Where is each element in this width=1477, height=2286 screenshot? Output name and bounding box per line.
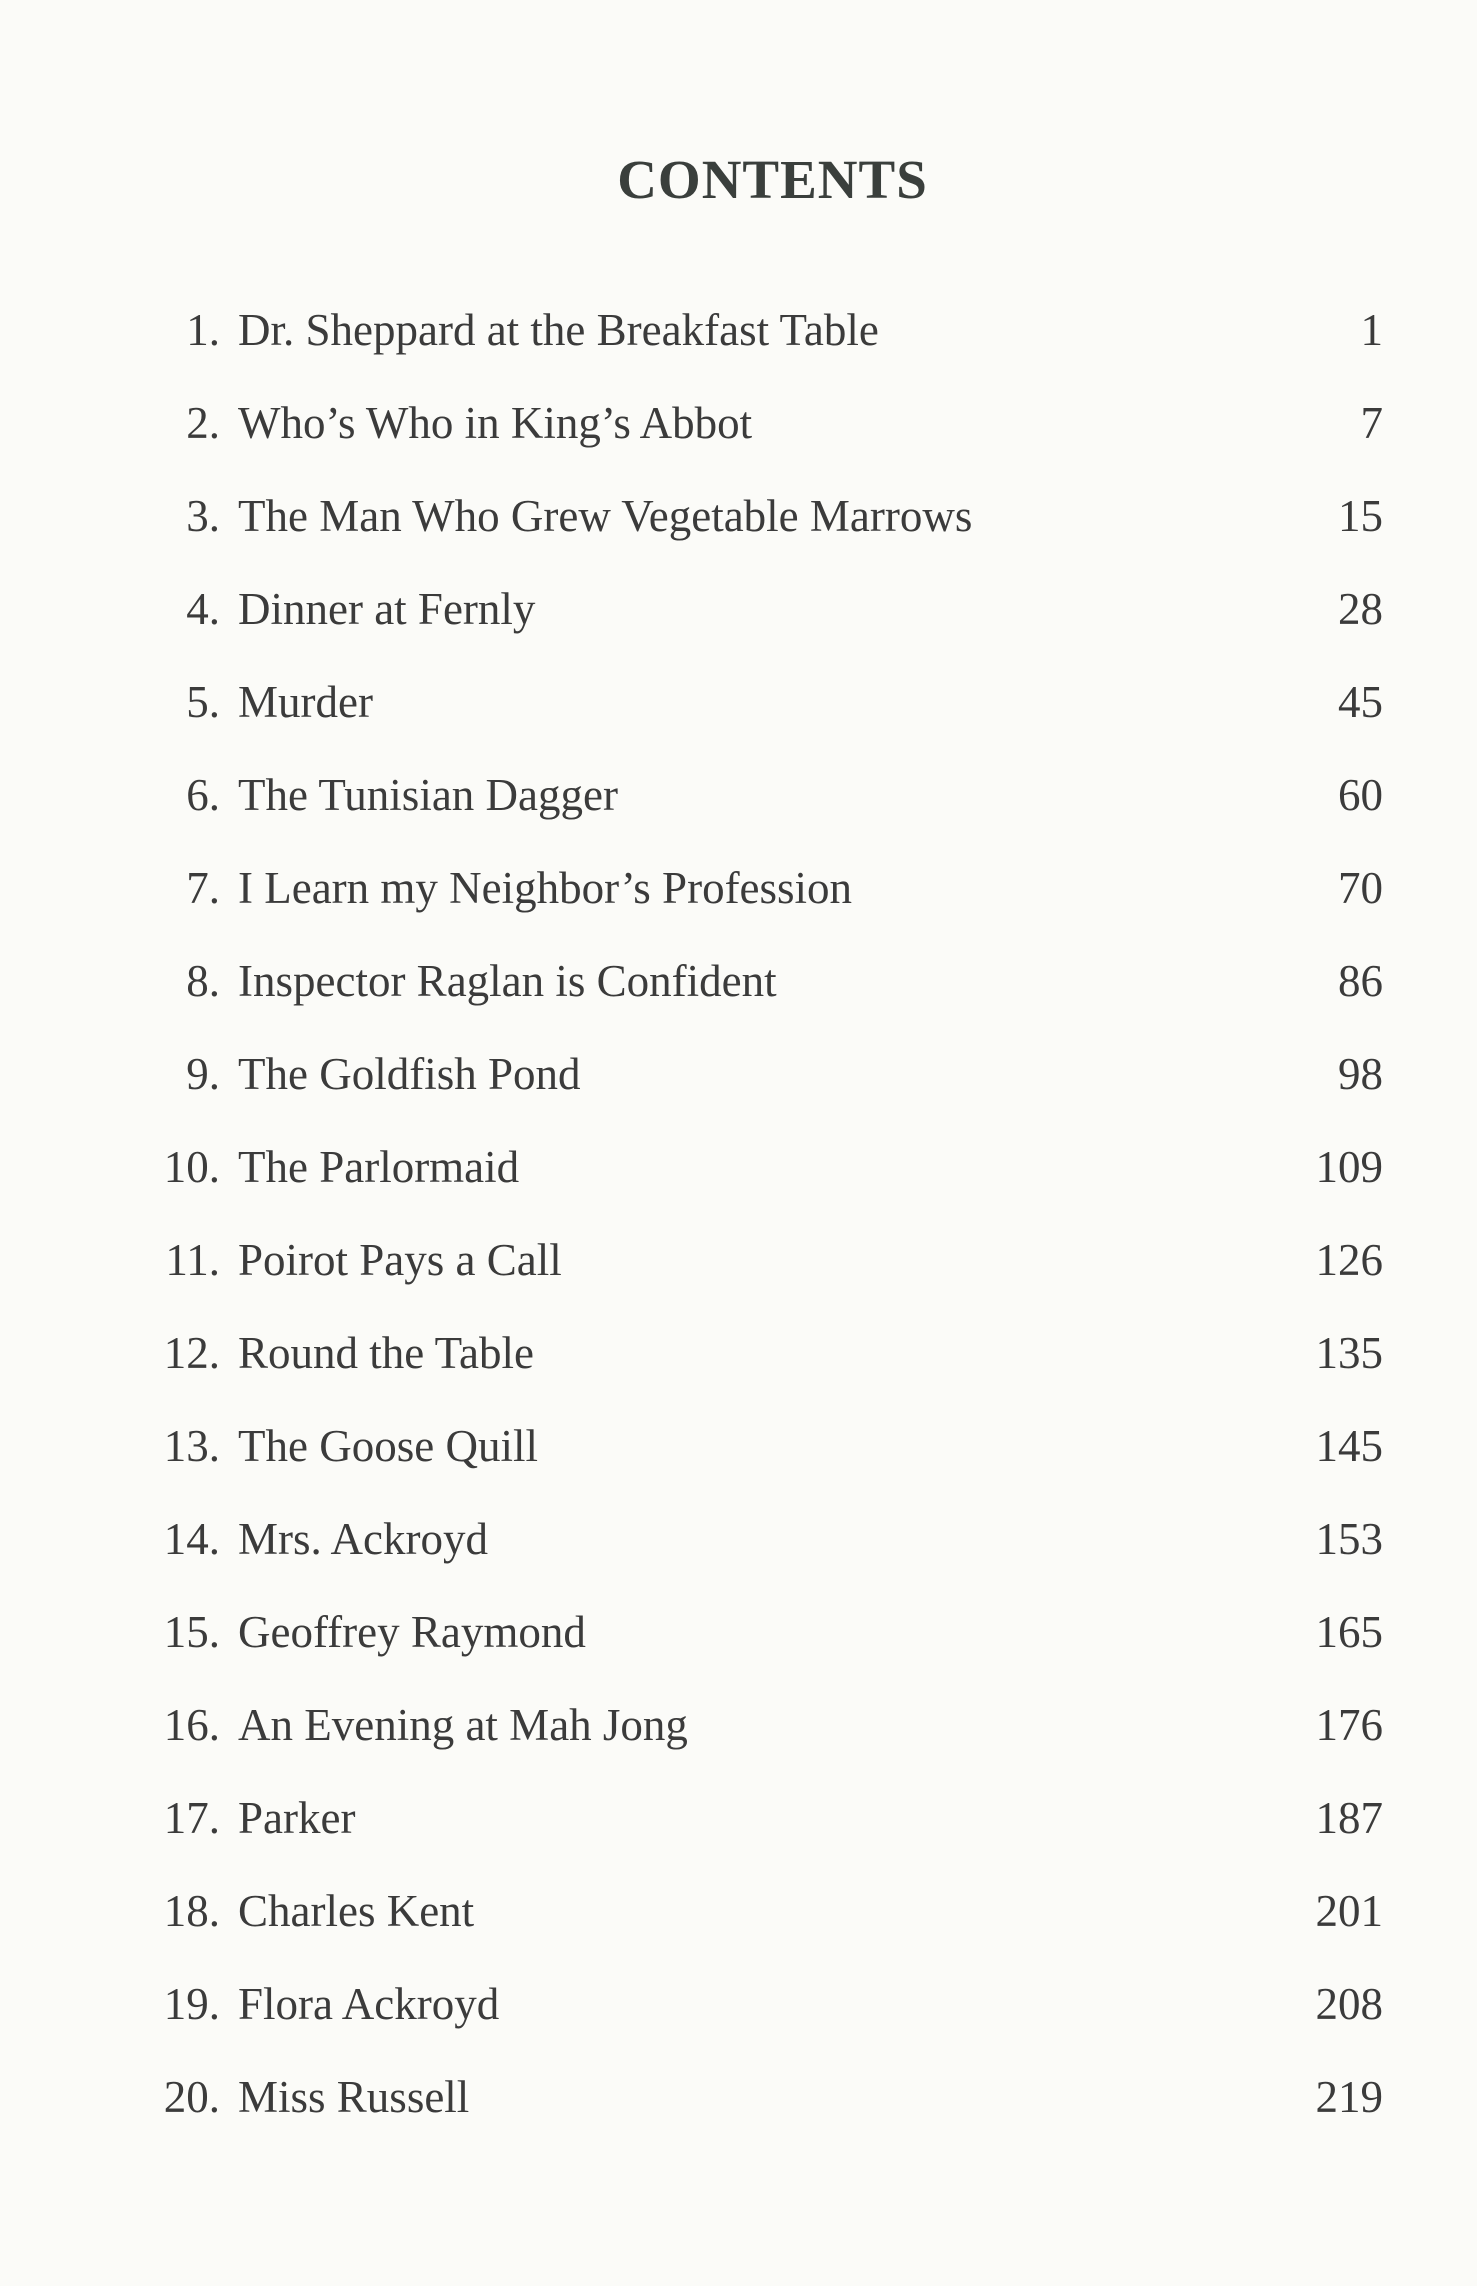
toc-entry xyxy=(0,1695,1477,1755)
chapter-number: 18. xyxy=(163,1886,220,1936)
chapter-title: The Goose Quill xyxy=(238,1421,538,1471)
chapter-title: Parker xyxy=(238,1793,356,1843)
page-number: 201 xyxy=(1315,1886,1383,1936)
page-number: 187 xyxy=(1315,1793,1383,1843)
toc-entry xyxy=(0,1416,1477,1476)
page-number: 86 xyxy=(1338,956,1383,1006)
chapter-number: 5. xyxy=(186,677,220,727)
page-number: 176 xyxy=(1315,1700,1383,1750)
page-title: CONTENTS xyxy=(617,149,928,210)
chapter-number: 2. xyxy=(186,398,220,448)
chapter-title: The Goldfish Pond xyxy=(238,1049,581,1099)
chapter-title: Murder xyxy=(238,677,373,727)
page-number: 208 xyxy=(1315,1979,1383,2029)
toc-entry xyxy=(0,1602,1477,1662)
chapter-title: Miss Russell xyxy=(238,2072,470,2122)
page-number: 165 xyxy=(1315,1607,1383,1657)
toc-entry xyxy=(0,858,1477,918)
toc-entry xyxy=(0,1137,1477,1197)
chapter-number: 9. xyxy=(186,1049,220,1099)
chapter-number: 15. xyxy=(163,1607,220,1657)
page-number: 7 xyxy=(1360,398,1383,448)
chapter-number: 19. xyxy=(163,1979,220,2029)
chapter-number: 17. xyxy=(163,1793,220,1843)
page-number: 126 xyxy=(1315,1235,1383,1285)
chapter-title: Mrs. Ackroyd xyxy=(238,1514,488,1564)
toc-entry xyxy=(0,1044,1477,1104)
toc-entry xyxy=(0,1230,1477,1290)
page-number: 145 xyxy=(1315,1421,1383,1471)
chapter-title: Geoffrey Raymond xyxy=(238,1607,586,1657)
toc-entry xyxy=(0,579,1477,639)
page-number: 70 xyxy=(1338,863,1383,913)
chapter-number: 16. xyxy=(163,1700,220,1750)
chapter-title: Dr. Sheppard at the Breakfast Table xyxy=(238,305,879,355)
toc-entry xyxy=(0,1509,1477,1569)
chapter-title: I Learn my Neighbor’s Profession xyxy=(238,863,853,913)
chapter-title: Poirot Pays a Call xyxy=(238,1235,562,1285)
page-number: 219 xyxy=(1315,2072,1383,2122)
chapter-number: 12. xyxy=(163,1328,220,1378)
chapter-title: Dinner at Fernly xyxy=(238,584,536,634)
chapter-title: Round the Table xyxy=(238,1328,534,1378)
page-number: 45 xyxy=(1338,677,1383,727)
chapter-number: 20. xyxy=(163,2072,220,2122)
chapter-title: An Evening at Mah Jong xyxy=(238,1700,688,1750)
chapter-title: Charles Kent xyxy=(238,1886,475,1936)
page-number: 60 xyxy=(1338,770,1383,820)
toc-entry xyxy=(0,1881,1477,1941)
chapter-number: 10. xyxy=(163,1142,220,1192)
toc-entry xyxy=(0,393,1477,453)
toc-entry xyxy=(0,486,1477,546)
chapter-number: 8. xyxy=(186,956,220,1006)
toc-entry xyxy=(0,2067,1477,2127)
page-number: 109 xyxy=(1315,1142,1383,1192)
toc-entry xyxy=(0,1323,1477,1383)
chapter-number: 6. xyxy=(186,770,220,820)
toc-entry xyxy=(0,765,1477,825)
chapter-title: Flora Ackroyd xyxy=(238,1979,500,2029)
chapter-number: 1. xyxy=(186,305,220,355)
page-number: 1 xyxy=(1360,305,1383,355)
chapter-number: 11. xyxy=(165,1235,220,1285)
toc-entry xyxy=(0,1974,1477,2034)
chapter-title: Inspector Raglan is Confident xyxy=(238,956,777,1006)
toc-entry xyxy=(0,300,1477,360)
page-number: 15 xyxy=(1338,491,1383,541)
chapter-number: 14. xyxy=(163,1514,220,1564)
chapter-title: The Man Who Grew Vegetable Marrows xyxy=(238,491,973,541)
chapter-title: The Parlormaid xyxy=(238,1142,520,1192)
toc-entry xyxy=(0,951,1477,1011)
chapter-number: 4. xyxy=(186,584,220,634)
chapter-number: 3. xyxy=(186,491,220,541)
toc-entry xyxy=(0,1788,1477,1848)
chapter-title: The Tunisian Dagger xyxy=(238,770,618,820)
chapter-title: Who’s Who in King’s Abbot xyxy=(238,398,753,448)
chapter-number: 7. xyxy=(186,863,220,913)
chapter-number: 13. xyxy=(163,1421,220,1471)
page-number: 135 xyxy=(1315,1328,1383,1378)
page-number: 28 xyxy=(1338,584,1383,634)
page-number: 153 xyxy=(1315,1514,1383,1564)
page-number: 98 xyxy=(1338,1049,1383,1099)
toc-entry xyxy=(0,672,1477,732)
